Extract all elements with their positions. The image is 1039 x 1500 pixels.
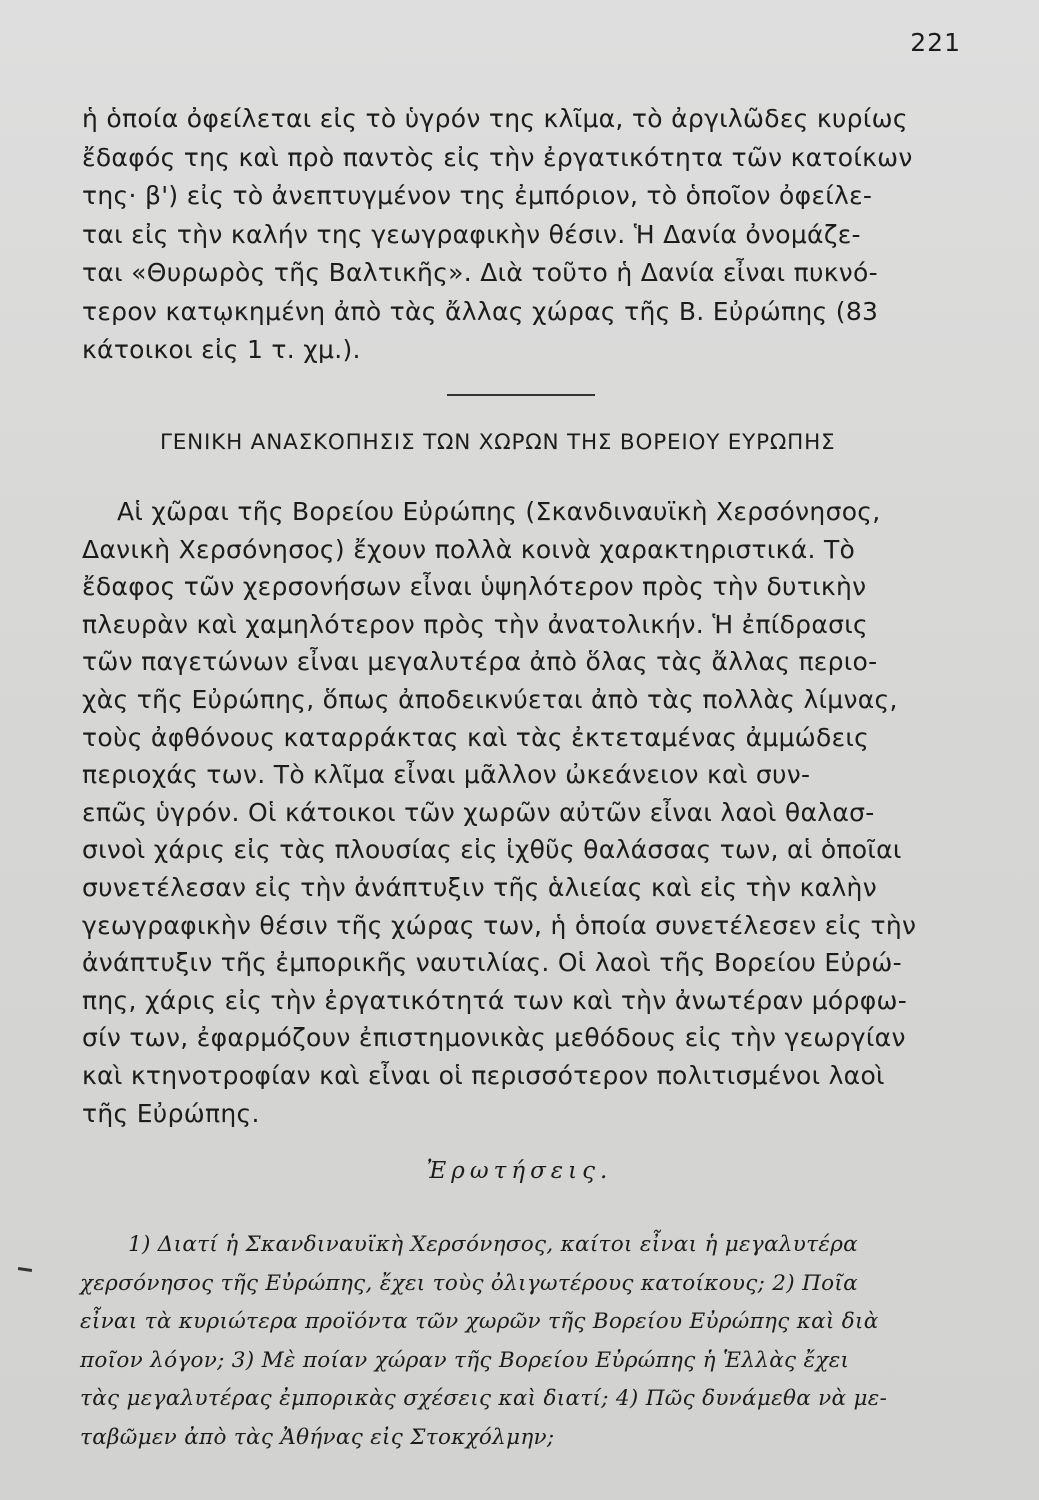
text-line: σινοὶ χάρις εἰς τὰς πλουσίας εἰς ἰχθῦς θαλάσσας των, αἱ ὁποῖαι [82, 835, 902, 865]
question-line: χερσόνησος τῆς Εὐρώπης, ἔχει τοὺς ὀλιγωτέρους κατοίκους; 2) Ποῖα [80, 1270, 858, 1296]
text-line: πης, χάρις εἰς τὴν ἐργατικότητά των καὶ τὴν ἀνωτέραν μόρφω- [82, 985, 908, 1015]
intro-paragraph [82, 100, 977, 370]
text-line: χὰς τῆς Εὐρώπης, ὅπως ἀποδεικνύεται ἀπὸ τὰς πολλὰς λίμνας, [82, 684, 898, 714]
text-line: Δανικὴ Χερσόνησος) ἔχουν πολλὰ κοινὰ χαρακτηριστικά. Τὸ [82, 534, 856, 564]
text-line: πλευρὰν καὶ χαμηλότερον πρὸς τὴν ἀνατολικήν. Ἡ ἐπίδρασις [82, 609, 868, 639]
text-line: της· β') εἰς τὸ ἀνεπτυγμένον της ἐμπόριον, τὸ ὁποῖον ὀφείλε- [82, 181, 873, 210]
text-line: περιοχάς των. Τὸ κλῖμα εἶναι μᾶλλον ὠκεάνειον καὶ συν- [82, 760, 811, 790]
text-line: γεωγραφικὴν θέσιν τῆς χώρας των, ἡ ὁποία συνετέλεσεν εἰς τὴν [82, 910, 917, 940]
text-line: συνετέλεσαν εἰς τὴν ἀνάπτυξιν τῆς ἁλιείας καὶ εἰς τὴν καλὴν [82, 872, 877, 902]
question-line: εἶναι τὰ κυριώτερα προϊόντα τῶν χωρῶν τῆς Βορείου Εὐρώπης καὶ διὰ [80, 1309, 879, 1334]
text-line: Αἱ χῶραι τῆς Βορείου Εὐρώπης (Σκανδιναυϊκὴ Χερσόνησος, [117, 497, 881, 526]
text-line: τερον κατῳκημένη ἀπὸ τὰς ἄλλας χώρας τῆς Β. Εὐρώπης (83 [82, 296, 879, 326]
text-line: ἔδαφός της καὶ πρὸ παντὸς εἰς τὴν ἐργατικότητα τῶν κατοίκων [82, 142, 913, 172]
text-line: ἡ ὁποία ὀφείλεται εἰς τὸ ὑγρόν της κλῖμα, τὸ ἀργιλῶδες κυρίως [82, 104, 908, 133]
text-line: κάτοικοι εἰς 1 τ. χμ.). [82, 335, 361, 364]
text-line: ἔδαφος τῶν χερσονήσων εἶναι ὑψηλότερον πρὸς τὴν δυτικὴν [82, 572, 867, 602]
text-line: ται «Θυρωρὸς τῆς Βαλτικῆς». Διὰ τοῦτο ἡ Δανία εἶναι πυκνό- [82, 258, 878, 287]
questions-title: Ἐρωτήσεις. [426, 1158, 613, 1184]
page-number: 221 [910, 28, 961, 57]
questions-paragraph [80, 1226, 980, 1457]
text-line: ται εἰς τὴν καλήν της γεωγραφικὴν θέσιν. Ἡ Δανία ὀνομάζε- [82, 219, 861, 249]
text-line: τῶν παγετώνων εἶναι μεγαλυτέρα ἀπὸ ὅλας τὰς ἄλλας περιο- [82, 647, 878, 677]
text-line: τοὺς ἀφθόνους καταρράκτας καὶ τὰς ἐκτεταμένας ἀμμώδεις [82, 722, 870, 752]
question-line: ποῖον λόγον; 3) Μὲ ποίαν χώραν τῆς Βορείου Εὐρώπης ἡ Ἑλλὰς ἔχει [80, 1347, 850, 1373]
question-line: 1) Διατί ἡ Σκανδιναυϊκὴ Χερσόνησος, καίτοι εἶναι ἡ μεγαλυτέρα [128, 1232, 858, 1257]
margin-mark [18, 1267, 32, 1272]
text-line: καὶ κτηνοτροφίαν καὶ εἶναι οἱ περισσότερον πολιτισμένοι λαοὶ [82, 1060, 885, 1090]
overview-paragraph [82, 493, 977, 1132]
question-line: τὰς μεγαλυτέρας ἐμπορικὰς σχέσεις καὶ διατί; 4) Πῶς δυνάμεθα νὰ με- [80, 1386, 888, 1411]
text-line: επῶς ὑγρόν. Οἱ κάτοικοι τῶν χωρῶν αὐτῶν εἶναι λαοὶ θαλασ- [82, 797, 875, 827]
text-line: τῆς Εὐρώπης. [82, 1098, 260, 1128]
text-line: σίν των, ἐφαρμόζουν ἐπιστημονικὰς μεθόδους εἰς τὴν γεωργίαν [82, 1023, 906, 1053]
section-heading: ΓΕΝΙΚΗ ΑΝΑΣΚΟΠΗΣΙΣ ΤΩΝ ΧΩΡΩΝ ΤΗΣ ΒΟΡΕΙΟΥ ΕΥΡΩΠΗΣ [160, 430, 836, 455]
text-line: ἀνάπτυξιν τῆς ἐμπορικῆς ναυτιλίας. Οἱ λαοὶ τῆς Βορείου Εὐρώ- [82, 948, 902, 978]
question-line: ταβῶμεν ἀπὸ τὰς Ἀθήνας εἰς Στοκχόλμην; [80, 1424, 555, 1450]
section-divider [447, 394, 595, 396]
